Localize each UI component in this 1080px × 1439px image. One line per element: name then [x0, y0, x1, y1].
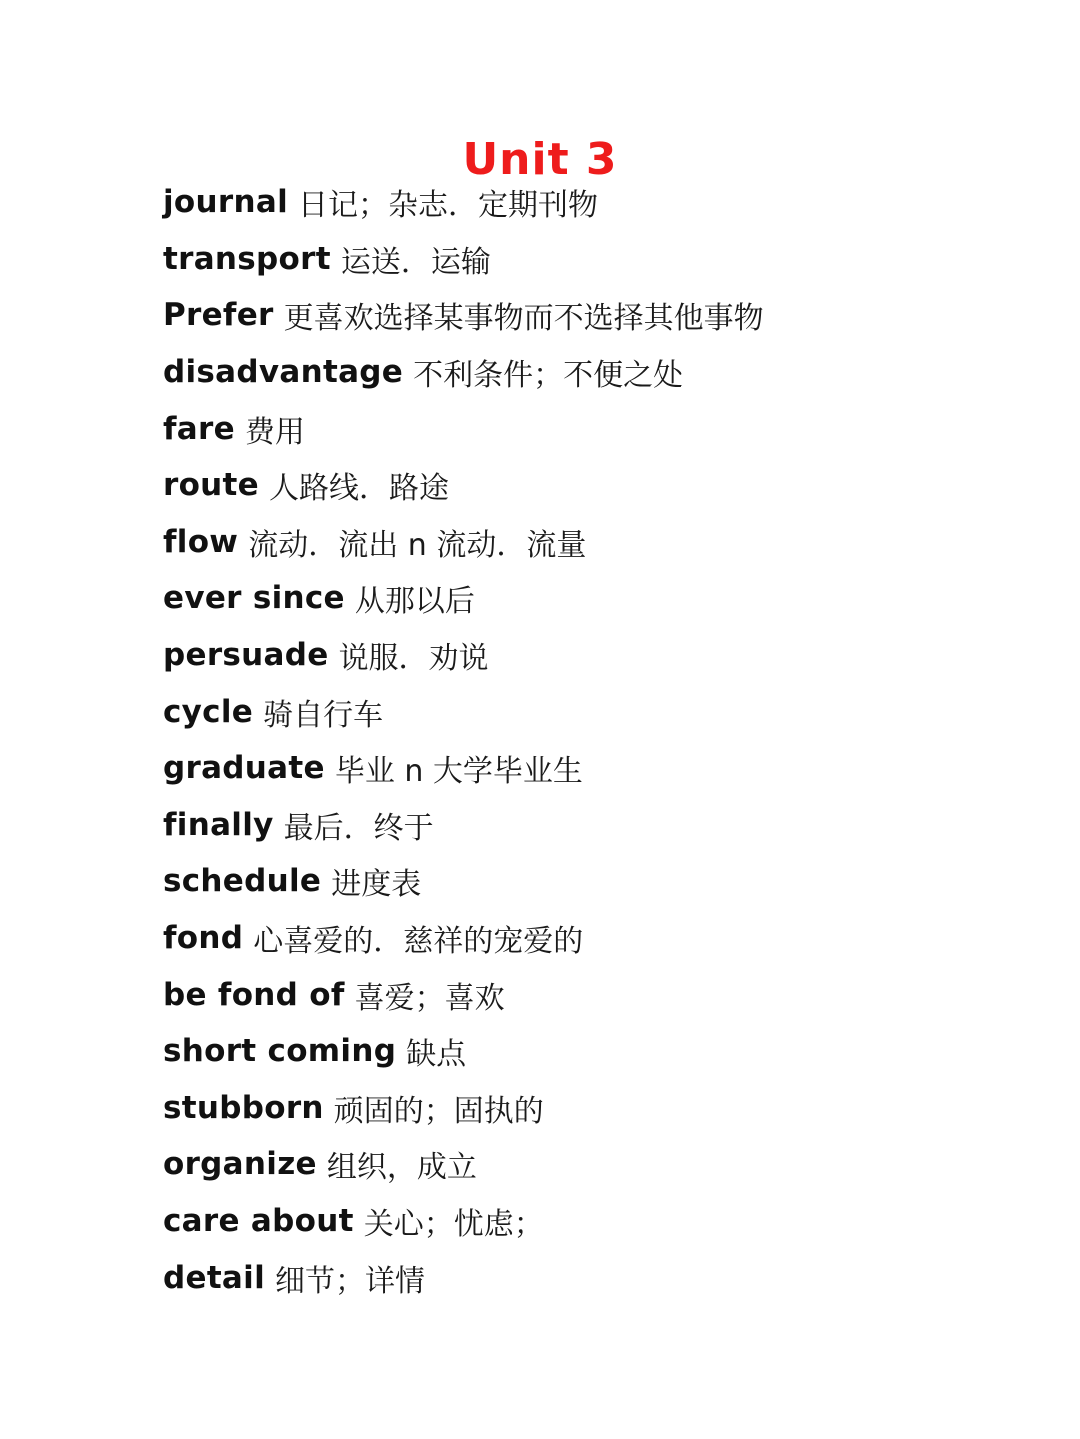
vocabulary-term: transport [163, 240, 331, 277]
vocabulary-entry [163, 740, 1043, 797]
vocabulary-meaning: 不利条件；不便之处 [413, 358, 684, 394]
vocabulary-entry [163, 1249, 1043, 1306]
vocabulary-entry [163, 1023, 1043, 1080]
vocabulary-entry [163, 1136, 1043, 1193]
vocabulary-term: stubborn [163, 1089, 324, 1126]
vocabulary-entry [163, 797, 1043, 854]
vocabulary-term: Prefer [163, 297, 274, 334]
vocabulary-meaning: 费用 [244, 414, 305, 450]
vocabulary-term: fond [163, 920, 244, 957]
vocabulary-meaning: 更喜欢选择某事物而不选择其他事物 [283, 301, 764, 337]
vocabulary-meaning: 流动．流出 n 流动．流量 [248, 527, 587, 563]
vocabulary-entry [163, 514, 1043, 571]
vocabulary-entry [163, 683, 1043, 740]
vocabulary-entry [163, 1080, 1043, 1137]
vocabulary-entry [163, 910, 1043, 967]
vocabulary-meaning: 最后．终于 [283, 810, 434, 846]
page-title: Unit 3 [462, 134, 618, 186]
vocabulary-term: finally [163, 806, 274, 843]
vocabulary-meaning: 进度表 [331, 867, 422, 903]
vocabulary-term: flow [163, 523, 239, 560]
vocabulary-entry [163, 457, 1043, 514]
vocabulary-meaning: 细节；详情 [275, 1263, 426, 1299]
vocabulary-meaning: 组织，成立 [326, 1150, 477, 1186]
vocabulary-meaning: 运送．运输 [340, 244, 491, 280]
vocabulary-list [163, 174, 1043, 1306]
vocabulary-term: be fond of [163, 976, 345, 1013]
vocabulary-meaning: 缺点 [406, 1037, 467, 1073]
vocabulary-term: short coming [163, 1033, 397, 1070]
vocabulary-entry [163, 400, 1043, 457]
vocabulary-term: graduate [163, 750, 325, 787]
vocabulary-entry [163, 287, 1043, 344]
vocabulary-entry [163, 231, 1043, 288]
vocabulary-term: route [163, 467, 259, 504]
vocabulary-term: disadvantage [163, 354, 404, 391]
vocabulary-term: persuade [163, 637, 329, 674]
vocabulary-meaning: 毕业 n 大学毕业生 [334, 754, 583, 790]
vocabulary-meaning: 顽固的；固执的 [333, 1093, 544, 1129]
vocabulary-meaning: 日记；杂志．定期刊物 [298, 188, 598, 224]
vocabulary-term: ever since [163, 580, 345, 617]
vocabulary-entry [163, 570, 1043, 627]
vocabulary-entry [163, 1193, 1043, 1250]
vocabulary-meaning: 说服．劝说 [338, 641, 489, 677]
vocabulary-meaning: 喜爱；喜欢 [354, 980, 505, 1016]
vocabulary-term: cycle [163, 693, 254, 730]
vocabulary-meaning: 关心；忧虑； [363, 1206, 544, 1242]
vocabulary-entry [163, 174, 1043, 231]
vocabulary-meaning: 心喜爱的．慈祥的宠爱的 [253, 924, 584, 960]
vocabulary-entry [163, 966, 1043, 1023]
vocabulary-term: detail [163, 1259, 266, 1296]
vocabulary-term: schedule [163, 863, 322, 900]
vocabulary-entry [163, 627, 1043, 684]
vocabulary-meaning: 人路线．路途 [269, 471, 449, 507]
vocabulary-meaning: 从那以后 [354, 584, 475, 620]
vocabulary-meaning: 骑自行车 [263, 697, 384, 733]
vocabulary-term: fare [163, 410, 235, 447]
vocabulary-term: care about [163, 1202, 354, 1239]
vocabulary-term: journal [163, 184, 288, 221]
vocabulary-entry [163, 344, 1043, 401]
vocabulary-entry [163, 853, 1043, 910]
vocabulary-term: organize [163, 1146, 317, 1183]
